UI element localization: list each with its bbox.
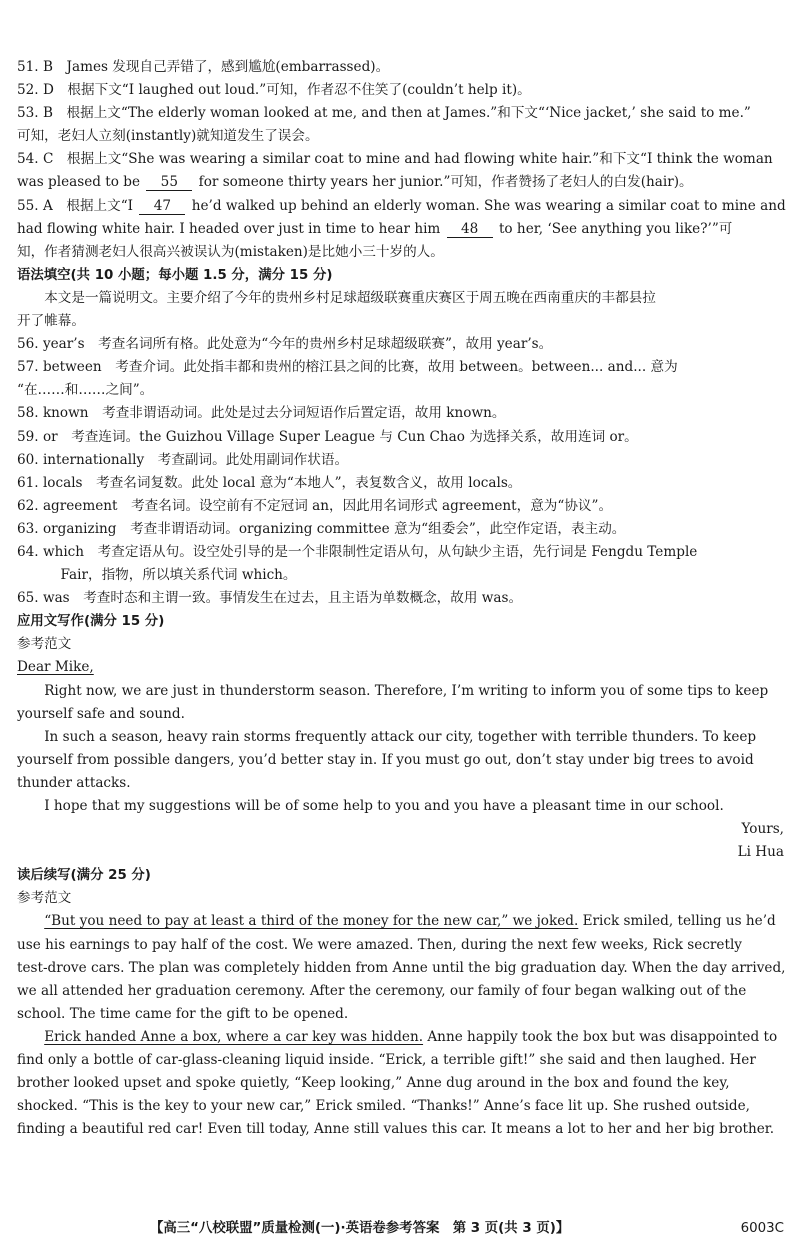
answer-52: 52. D 根据下文“I laughed out loud.”可知，作者忍不住笑了(couldn’t help it)。 <box>17 82 531 99</box>
letter-paragraph-3: I hope that my suggestions will be of some help to you and you have a pleasant time in our school. <box>44 798 724 814</box>
answer-64: 64. which 考查定语从句。设空处引导的是一个非限制性定语从句，从句缺少主语，先行词是 Fengdu Temple <box>17 543 698 560</box>
writing-sample-label: 参考范文 <box>17 636 72 653</box>
answer-54-text-rest: for someone thirty years her junior.”可知，作者赞扬了老妇人的白发(hair)。 <box>198 174 693 191</box>
grammar-intro: 本文是一篇说明文。主要介绍了今年的贵州乡村足球超级联赛重庆赛区于周五晚在西南重庆的丰都县拉 <box>44 289 656 306</box>
story-paragraph-2-cont2: brother looked upset and spoke quietly, “Keep looking,” Anne dug around in the box and found the key, <box>17 1075 730 1092</box>
answer-61: 61. locals 考查名词复数。此处 local 意为“本地人”，表复数含义，故用 locals。 <box>17 474 522 491</box>
answer-55-cont <box>17 218 786 241</box>
writing-section <box>17 610 786 864</box>
letter-paragraph-1: Right now, we are just in thunderstorm season. Therefore, I’m writing to inform you of some tips to keep <box>44 682 769 699</box>
answer-54-text: was pleased to be <box>17 174 140 191</box>
letter-closing: Yours, <box>741 821 784 838</box>
story-given-sentence-1: “But you need to pay at least a third of the money for the new car,” we joked. <box>44 913 579 930</box>
answer-62: 62. agreement 考查名词。设空前有不定冠词 an，因此用名词形式 agreement，意为“协议”。 <box>17 497 613 514</box>
story-paragraph-1 <box>17 910 786 933</box>
footer-code: 6003C <box>740 1221 784 1236</box>
grammar-intro-cont: 开了帷幕。 <box>17 313 85 330</box>
answer-57: 57. between 考查介词。此处指丰都和贵州的榕江县之间的比赛，故用 between。between... and... 意为 <box>17 359 678 376</box>
answer-53-cont: 可知，老妇人立刻(instantly)就知道发生了误会。 <box>17 128 319 145</box>
answer-60: 60. internationally 考查副词。此处用副词作状语。 <box>17 451 349 468</box>
letter-signature: Li Hua <box>737 844 784 861</box>
story-paragraph-2-cont3: shocked. “This is the key to your new car,” Erick smiled. “Thanks!” Anne’s face lit up. She rushed outside, <box>17 1098 750 1115</box>
blank-48: 48 <box>447 221 493 238</box>
reading-answers-section <box>17 56 786 264</box>
answer-58: 58. known 考查非谓语动词。此处是过去分词短语作后置定语，故用 known。 <box>17 405 506 422</box>
answer-53: 53. B 根据上文“The elderly woman looked at me, and then at James.”和下文“‘Nice jacket,’ she said to me.” <box>17 105 751 122</box>
story-paragraph-1-cont4: school. The time came for the gift to be opened. <box>17 1005 349 1022</box>
answer-55-cont2: 知，作者猜测老妇人很高兴被误认为(mistaken)是比她小三十岁的人。 <box>17 243 444 260</box>
answer-63: 63. organizing 考查非谓语动词。organizing committee 意为“组委会”，此空作定语，表主动。 <box>17 520 626 537</box>
answer-55 <box>17 195 786 218</box>
answer-55-line2: had flowing white hair. I headed over just in time to hear him <box>17 220 441 237</box>
answer-55-line2-rest: to her, ‘See anything you like?’”可 <box>498 220 733 237</box>
story-paragraph-2-cont: find only a bottle of car-glass-cleaning liquid inside. “Erick, a terrible gift!” she said and then laughed. Her <box>17 1052 756 1069</box>
letter-paragraph-2-cont: yourself from possible dangers, you’d better stay in. If you must go out, don’t stay under big trees to avoid <box>17 751 754 768</box>
story-paragraph-1-cont: use his earnings to pay half of the cost. We were amazed. Then, during the next few weeks, Rick secretly <box>17 936 742 953</box>
answer-51: 51. B James 发现自己弄错了，感到尴尬(embarrassed)。 <box>17 59 390 75</box>
answer-54: 54. C 根据上文“She was wearing a similar coat to mine and had flowing white hair.”和下文“I think the woman <box>17 151 773 168</box>
letter-paragraph-1-cont: yourself safe and sound. <box>17 705 185 722</box>
story-paragraph-1-text: Erick smiled, telling us he’d <box>578 913 776 930</box>
blank-47: 47 <box>139 198 185 215</box>
story-paragraph-2-cont4: finding a beautiful red car! Even till today, Anne still values this car. It means a lot to her and her big brother. <box>17 1121 775 1138</box>
continuation-sample-label: 参考范文 <box>17 890 72 907</box>
blank-55: 55 <box>146 174 192 191</box>
answer-59: 59. or 考查连词。the Guizhou Village Super League 与 Cun Chao 为选择关系，故用连词 or。 <box>17 428 638 445</box>
answer-54-cont <box>17 171 786 194</box>
story-paragraph-1-cont2: test-drove cars. The plan was completely hidden from Anne until the big graduation day. When the day arrived, <box>17 959 786 976</box>
story-paragraph-1-cont3: we all attended her graduation ceremony. After the ceremony, our family of four began walking out of the <box>17 982 747 999</box>
answer-64-cont: Fair，指物，所以填关系代词 which。 <box>60 567 297 584</box>
letter-greeting: Dear Mike, <box>17 659 94 676</box>
story-paragraph-2-text: Anne happily took the box but was disappointed to <box>423 1028 778 1045</box>
answer-56: 56. year’s 考查名词所有格。此处意为“今年的贵州乡村足球超级联赛”，故用 year’s。 <box>17 336 553 353</box>
letter-paragraph-2-cont2: thunder attacks. <box>17 774 131 791</box>
letter-paragraph-2: In such a season, heavy rain storms frequently attack our city, together with terrible thunders. To keep <box>44 728 757 745</box>
story-paragraph-2 <box>17 1026 786 1049</box>
answer-55-text: 55. A 根据上文“I <box>17 197 134 214</box>
writing-heading: 应用文写作(满分 15 分) <box>17 614 165 630</box>
continuation-heading: 读后续写(满分 25 分) <box>17 868 151 884</box>
grammar-section <box>17 264 786 610</box>
answer-55-text-rest: he’d walked up behind an elderly woman. She was wearing a similar coat to mine and <box>191 197 786 214</box>
answer-57-cont: “在……和……之间”。 <box>17 382 154 399</box>
answer-65: 65. was 考查时态和主谓一致。事情发生在过去，且主语为单数概念，故用 was。 <box>17 590 523 607</box>
footer-title: 【高三“八校联盟”质量检测(一)·英语卷参考答案 第 3 页(共 3 页)】 <box>150 1221 570 1236</box>
story-given-sentence-2: Erick handed Anne a box, where a car key was hidden. <box>44 1028 424 1045</box>
grammar-heading: 语法填空(共 10 小题；每小题 1.5 分，满分 15 分) <box>17 267 333 283</box>
continuation-section <box>17 864 786 1141</box>
